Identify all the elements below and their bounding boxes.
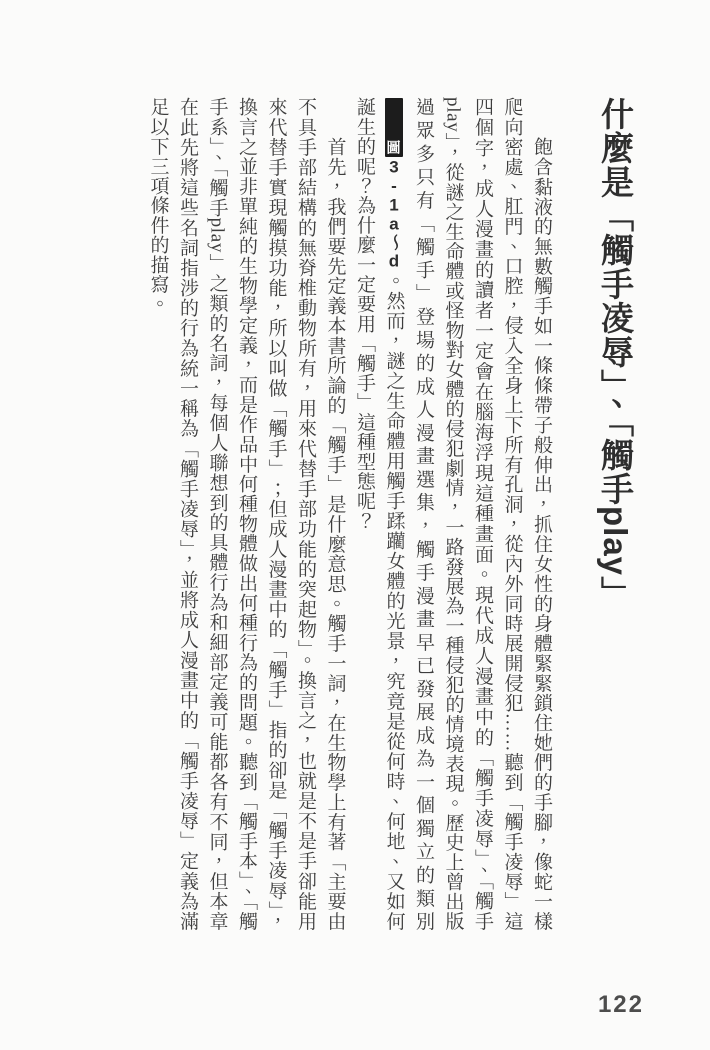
figure-icon: 圖 xyxy=(385,98,403,157)
paragraph-1 xyxy=(350,97,557,931)
page-number: 122 xyxy=(597,991,644,1018)
chapter-title: 什麼是「觸手凌辱」、「觸手play」 xyxy=(597,97,634,611)
paragraph-1-text: 飽含黏液的無數觸手如一條條帶子般伸出，抓住女性的身體緊緊鎖住她們的手腳，像蛇一樣爬向密處、肛門、口腔，侵入全身上下所有孔洞，從內外同時展開侵犯……聽到「觸手凌辱」這四個字，成人漫畫的讀者一定會在腦海浮現這種畫面。現代成人漫畫中的「觸手凌辱」、「觸手play」，從謎之生命體或怪物對女體的侵犯劇情，一路發展為一種侵犯的情境表現。歷史上曾出版過眾多只有「觸手」登場的成人漫畫選集，觸手漫畫早已發展成為一個獨立的類別 xyxy=(413,97,552,931)
figure-reference-number: 3-1a～d xyxy=(384,157,404,271)
paragraph-2: 首先，我們要先定義本書所論的「觸手」是什麼意思。觸手一詞，在生物學上有著「主要由不具手部結構的無脊椎動物所有，用來代替手部功能的突起物」。換言之，也就是不是手卻能用來代替手實現觸摸功能，所以叫做「觸手」；但成人漫畫中的「觸手」指的卻是「觸手凌辱」，換言之並非單純的生物學定義，而是作品中何種物體做出何種行為的問題。聽到「觸手本」、「觸手系」、「觸手play」之類的名詞，每個人聯想到的具體行為和細部定義可能都各有不同，但本章在此先將這些名詞指涉的行為統一稱為「觸手凌辱」，並將成人漫畫中的「觸手凌辱」定義為滿足以下三項條件的描寫。 xyxy=(147,97,346,931)
figure-reference xyxy=(384,97,405,270)
page-content xyxy=(143,97,640,931)
paragraph-1-continuation: 。然而，謎之生命體用觸手蹂躪女體的光景，究竟是從何時、何地、又如何誕生的呢？為什麼一定要用「觸手」這種型態呢？ xyxy=(354,97,405,931)
